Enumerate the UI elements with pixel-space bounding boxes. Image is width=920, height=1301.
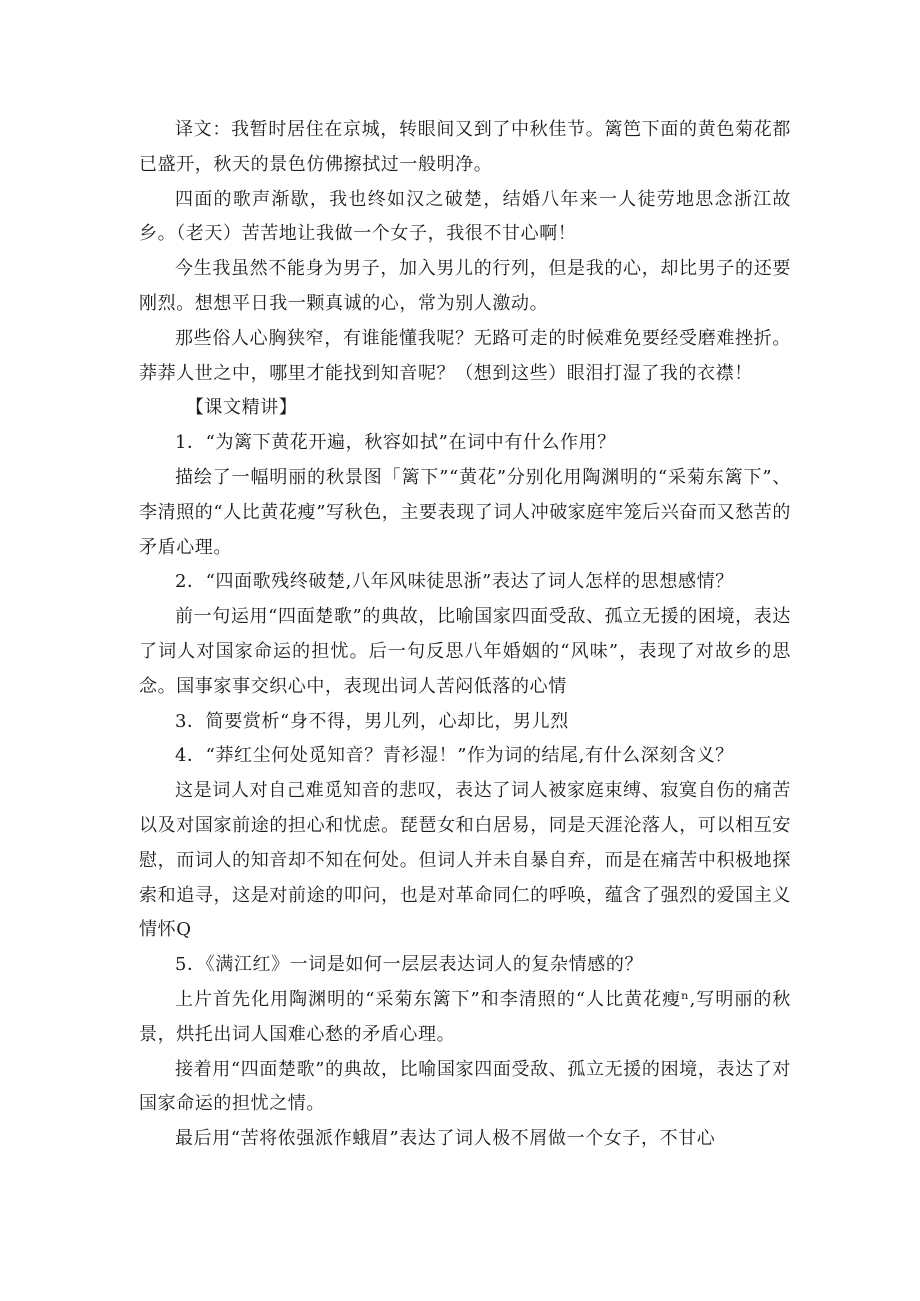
- document-body: [139, 113, 791, 1157]
- answer-4: 这是词人对自己难觅知音的悲叹，表达了词人被家庭束缚、寂寞自伤的痛苦以及对国家前途的担心和忧虑。琵琶女和白居易，同是天涯沦落人，可以相互安慰，而词人的知音却不知在何处。但词人并未自暴自弃，而是在痛苦中积极地探索和追寻，这是对前途的叩问，也是对革命同仁的呼唤，蕴含了强烈的爱国主义情怀Q: [139, 780, 791, 941]
- answer-5-part-1: 上片首先化用陶渊明的“采菊东篱下”和李清照的“人比黄花瘦ⁿ,写明丽的秋景，烘托出词人国难心愁的矛盾心理。: [139, 988, 791, 1045]
- answer-5-part-3: 最后用“苦将侬强派作蛾眉”表达了词人极不屑做一个女子，不甘心: [175, 1128, 716, 1150]
- question-5: 5．《满江红》一词是如何一层层表达词人的复杂情感的？: [175, 954, 644, 976]
- section-heading: 【课文精讲】: [185, 397, 298, 419]
- answer-1: 描绘了一幅明丽的秋景图「篱下”“黄花”分别化用陶渊明的“采菊东篱下”、李清照的“人比黄花瘦”写秋色，主要表现了词人冲破家庭牢笼后兴奋而又愁苦的矛盾心理。: [139, 466, 792, 558]
- question-1: 1．“为篱下黄花开遍，秋容如拭”在词中有什么作用？: [175, 432, 616, 454]
- question-3: 3．简要赏析“身不得，男儿列，心却比，男儿烈: [175, 710, 569, 732]
- answer-5-part-2: 接着用“四面楚歌”的典故，比喻国家四面受敌、孤立无援的困境，表达了对国家命运的担忧之情。: [139, 1058, 791, 1115]
- paragraph-translation-1: 译文：我暂时居住在京城，转眼间又到了中秋佳节。篱笆下面的黄色菊花都已盛开，秋天的景色仿佛擦拭过一般明净。: [139, 119, 791, 175]
- answer-2: 前一句运用“四面楚歌”的典故，比喻国家四面受敌、孤立无援的困境，表达了词人对国家命运的担忧。后一句反思八年婚姻的“风味”，表现了对故乡的思念。国事家事交织心中，表现出词人苦闷低落的心情: [139, 606, 791, 697]
- paragraph-translation-4: 那些俗人心胸狭窄，有谁能懂我呢？无路可走的时候难免要经受磨难挫折。莽莽人世之中，哪里才能找到知音呢？（想到这些）眼泪打湿了我的衣襟！: [139, 327, 791, 384]
- question-2: 2．“四面歌残终破楚,八年风味徒思浙”表达了词人怎样的思想感情？: [175, 571, 734, 593]
- question-4: 4．“莽红尘何处觅知音？青衫湿！”作为词的结尾,有什么深刻含义？: [175, 745, 734, 767]
- paragraph-translation-3: 今生我虽然不能身为男子，加入男儿的行列，但是我的心，却比男子的还要刚烈。想想平日我一颗真诚的心，常为别人激动。: [139, 258, 791, 314]
- paragraph-translation-2: 四面的歌声渐歇，我也终如汉之破楚，结婚八年来一人徒劳地思念浙江故乡。（老天）苦苦地让我做一个女子，我很不甘心啊！: [139, 188, 791, 245]
